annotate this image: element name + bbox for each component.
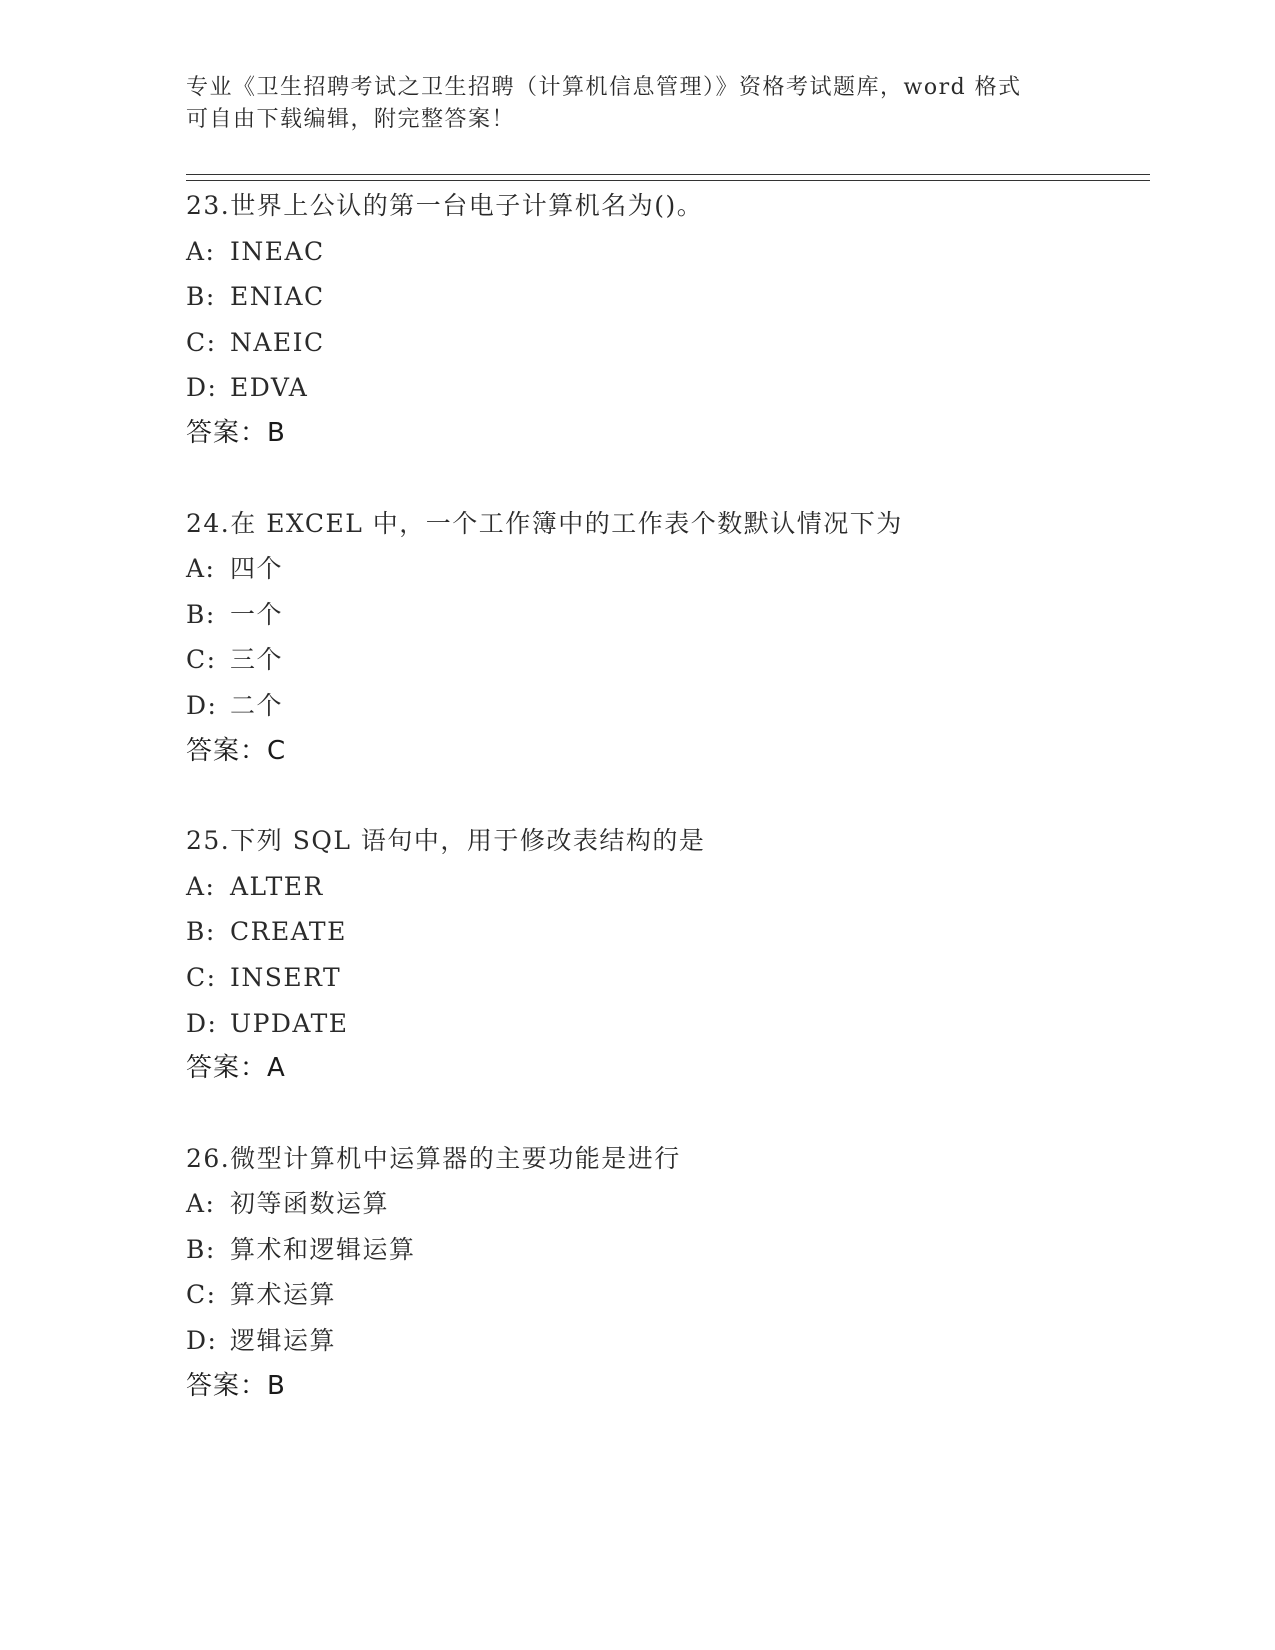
option-d (186, 683, 1150, 729)
option-letter: C: (186, 645, 217, 675)
option-text: EDVA (230, 373, 309, 403)
option-letter: B: (186, 599, 216, 629)
question-24 (186, 501, 1150, 775)
option-letter: B: (186, 282, 216, 312)
option-letter: D: (186, 373, 218, 403)
option-letter: C: (186, 327, 217, 357)
option-d (186, 1318, 1150, 1364)
answer-text: 答案：B (186, 1370, 286, 1401)
option-text: 算术和逻辑运算 (230, 1234, 416, 1264)
document-header (186, 72, 1066, 136)
option-d (186, 365, 1150, 411)
question-list (186, 183, 1150, 1409)
option-text: 一个 (230, 599, 284, 629)
option-b (186, 274, 1150, 320)
option-b (186, 592, 1150, 638)
option-text: INEAC (230, 236, 325, 266)
answer-text: 答案：C (186, 735, 287, 766)
option-c (186, 320, 1150, 366)
option-text: 四个 (230, 554, 284, 584)
option-letter: B: (186, 917, 216, 947)
option-text: UPDATE (230, 1008, 349, 1038)
header-divider (186, 174, 1150, 181)
option-c (186, 955, 1150, 1001)
option-text: 逻辑运算 (230, 1326, 337, 1356)
answer-text: 答案：B (186, 417, 286, 448)
option-a (186, 546, 1150, 592)
option-a (186, 864, 1150, 910)
option-a (186, 229, 1150, 275)
option-d (186, 1001, 1150, 1047)
option-text: INSERT (230, 962, 342, 992)
option-letter: A: (186, 1189, 216, 1219)
option-text: 算术运算 (230, 1280, 337, 1310)
header-line-1: 专业《卫生招聘考试之卫生招聘（计算机信息管理）》资格考试题库，word 格式 (186, 75, 1022, 100)
option-text: NAEIC (230, 327, 325, 357)
option-text: CREATE (230, 917, 347, 947)
answer-text: 答案：A (186, 1053, 286, 1084)
question-25 (186, 818, 1150, 1092)
document-page (186, 72, 1150, 1453)
question-23 (186, 183, 1150, 457)
option-letter: A: (186, 554, 216, 584)
option-letter: D: (186, 1008, 218, 1038)
option-text: ALTER (230, 871, 324, 901)
option-letter: D: (186, 1326, 218, 1356)
option-b (186, 909, 1150, 955)
option-letter: A: (186, 871, 216, 901)
option-a (186, 1181, 1150, 1227)
option-c (186, 1272, 1150, 1318)
question-text: 23.世界上公认的第一台电子计算机名为()。 (186, 191, 704, 220)
question-26 (186, 1136, 1150, 1410)
option-letter: B: (186, 1234, 216, 1264)
option-c (186, 637, 1150, 683)
header-line-2: 可自由下载编辑，附完整答案！ (186, 107, 516, 132)
question-text: 24.在 EXCEL 中，一个工作簿中的工作表个数默认情况下为 (186, 508, 903, 538)
question-text: 26.微型计算机中运算器的主要功能是进行 (186, 1143, 681, 1173)
option-letter: C: (186, 962, 217, 992)
option-text: 初等函数运算 (230, 1189, 390, 1219)
option-letter: A: (186, 236, 216, 266)
option-b (186, 1227, 1150, 1273)
option-text: ENIAC (230, 282, 325, 312)
option-letter: D: (186, 690, 218, 720)
option-text: 三个 (230, 645, 284, 675)
option-text: 二个 (230, 690, 284, 720)
option-letter: C: (186, 1280, 217, 1310)
question-text: 25.下列 SQL 语句中，用于修改表结构的是 (186, 826, 706, 856)
